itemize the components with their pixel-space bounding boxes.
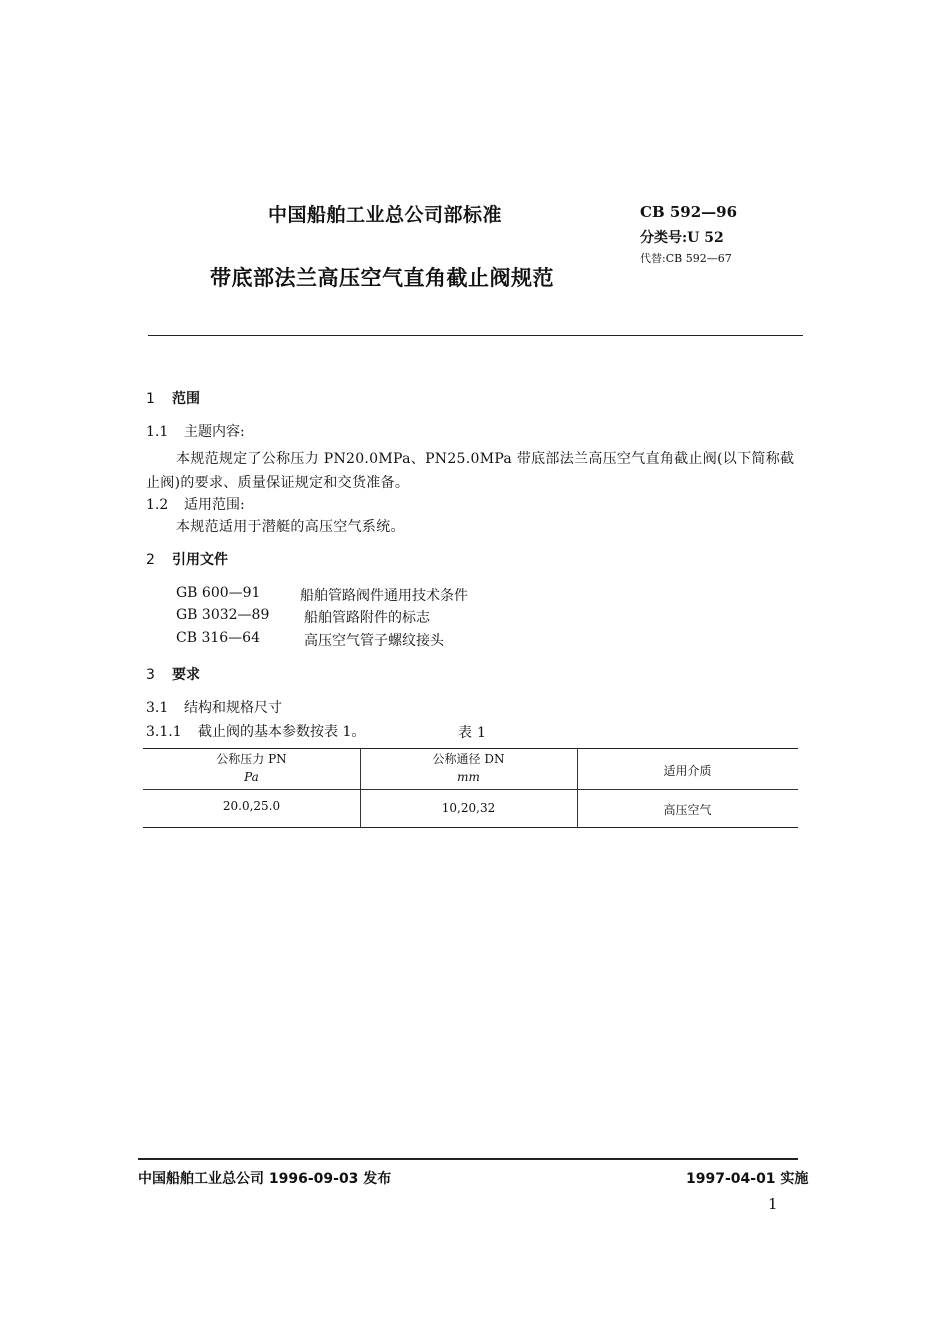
subsection-1-1-heading	[146, 421, 245, 441]
publisher-line: 中国船舶工业总公司 1996-09-03 发布	[138, 1171, 392, 1187]
table-header-cell	[577, 762, 798, 779]
section-number: 2	[146, 552, 155, 568]
org-standard-heading: 中国船舶工业总公司部标准	[268, 204, 503, 226]
header-unit: mm	[457, 770, 480, 784]
table-cell: 高压空气	[663, 803, 712, 817]
subsection-title: 结构和规格尺寸	[184, 700, 282, 716]
reference-code: CB 316—64	[176, 630, 260, 646]
subsection-1-2-heading	[146, 494, 245, 514]
document-title: 带底部法兰高压空气直角截止阀规范	[210, 266, 554, 290]
section-title: 范围	[172, 391, 200, 407]
subsection-number: 1.2	[146, 497, 169, 513]
section-title: 要求	[172, 667, 200, 683]
page-number: 1	[768, 1195, 778, 1213]
table-bottom-rule	[143, 827, 798, 828]
paragraph-line: 本规范规定了公称压力 PN20.0MPa、PN25.0MPa 带底部法兰高压空气直角截止阀(以下简称截	[176, 451, 795, 467]
table-cell: 10,20,32	[441, 801, 496, 815]
replaces-standard: 代替:CB 592—67	[640, 252, 732, 265]
standard-code: CB 592—96	[640, 203, 738, 221]
subsection-title: 截止阀的基本参数按表 1。	[198, 724, 366, 740]
classification-number: 分类号:U 52	[640, 230, 724, 246]
paragraph-line: 止阀)的要求、质量保证规定和交货准备。	[146, 475, 410, 491]
footer-divider	[138, 1158, 798, 1160]
subsection-3-1-heading	[146, 697, 282, 717]
reference-code: GB 3032—89	[176, 607, 270, 623]
reference-code: GB 600—91	[176, 585, 261, 601]
header-label: 公称压力 PN	[216, 752, 287, 766]
section-number: 1	[146, 391, 155, 407]
reference-title: 高压空气管子螺纹接头	[304, 633, 444, 649]
section-number: 3	[146, 667, 155, 683]
table-cell: 20.0,25.0	[222, 799, 281, 813]
header-label: 公称通径 DN	[432, 752, 505, 766]
paragraph-line: 本规范适用于潜艇的高压空气系统。	[176, 519, 405, 535]
section-2-heading	[146, 549, 228, 569]
section-3-heading	[146, 664, 200, 684]
table-top-rule	[143, 748, 798, 749]
header-unit: Pa	[244, 770, 259, 784]
table-header-cell	[360, 750, 577, 784]
header-divider	[148, 335, 803, 336]
subsection-title: 主题内容:	[184, 424, 245, 440]
subsection-3-1-1-heading	[146, 721, 365, 741]
header-label: 适用介质	[663, 764, 712, 778]
table-header-cell	[143, 750, 360, 784]
reference-title: 船舶管路附件的标志	[304, 610, 430, 626]
reference-title: 船舶管路阀件通用技术条件	[300, 588, 468, 604]
subsection-number: 3.1.1	[146, 724, 182, 740]
effective-date: 1997-04-01 实施	[686, 1171, 809, 1187]
table-header-rule	[143, 789, 798, 790]
section-1-heading	[146, 388, 200, 408]
section-title: 引用文件	[172, 552, 228, 568]
subsection-number: 3.1	[146, 700, 169, 716]
table-caption: 表 1	[458, 725, 487, 741]
subsection-title: 适用范围:	[184, 497, 245, 513]
subsection-number: 1.1	[146, 424, 169, 440]
